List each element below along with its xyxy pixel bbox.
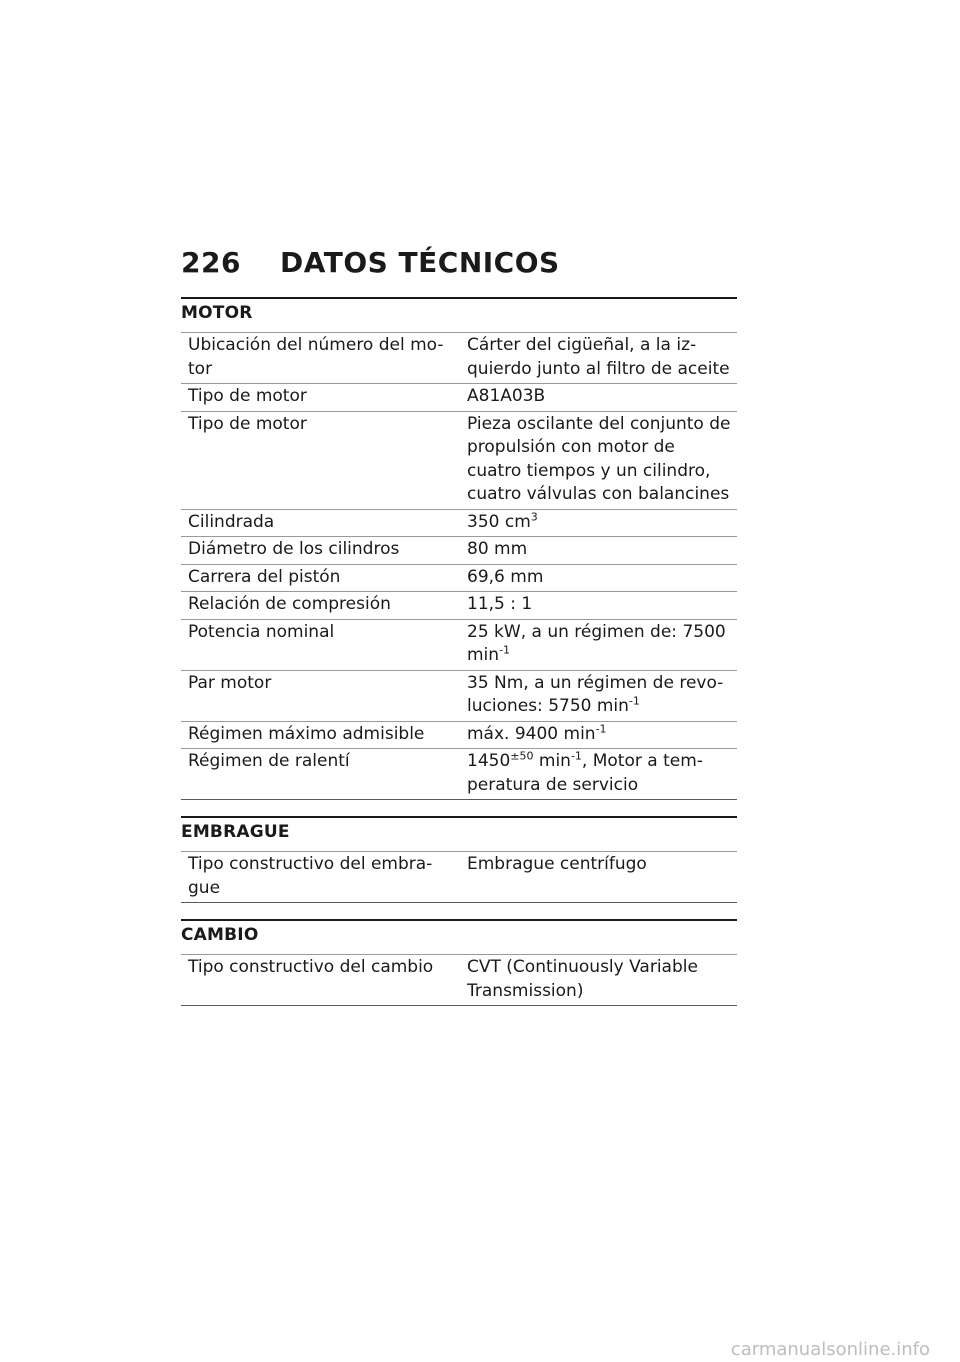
spec-label: Tipo constructivo del embra-gue xyxy=(188,854,433,898)
value-text: 25 kW, a un régimen de: 7500 min xyxy=(467,621,726,665)
section-motor xyxy=(181,297,737,800)
table-row xyxy=(181,592,737,620)
spec-label: Tipo constructivo del cambio xyxy=(188,957,434,977)
superscript: -1 xyxy=(628,694,640,708)
table-row xyxy=(181,670,737,721)
table-row xyxy=(181,955,737,1006)
table-row xyxy=(181,749,737,800)
superscript: -1 xyxy=(570,749,582,763)
spec-label: Par motor xyxy=(188,672,272,693)
spec-value: Embrague centrífugo xyxy=(467,854,647,874)
spec-value xyxy=(459,721,737,749)
page-header xyxy=(181,246,737,279)
superscript: -1 xyxy=(595,721,607,735)
section-title: EMBRAGUE xyxy=(181,816,737,851)
spec-value: A81A03B xyxy=(467,386,546,406)
spec-table-motor xyxy=(181,332,737,800)
page-title: DATOS TÉCNICOS xyxy=(280,246,560,279)
value-text: , Motor a tem-peratura de servicio xyxy=(467,751,703,795)
spec-label: Régimen de ralentí xyxy=(188,751,350,771)
spec-label: Potencia nominal xyxy=(188,621,335,642)
section-title: MOTOR xyxy=(181,297,737,332)
spec-value: 11,5 : 1 xyxy=(467,594,533,614)
section-embrague xyxy=(181,816,737,903)
table-row xyxy=(181,619,737,670)
spec-table-cambio xyxy=(181,954,737,1006)
value-text: máx. 9400 min xyxy=(467,723,596,744)
spec-value xyxy=(459,619,737,670)
spec-label: Relación de compresión xyxy=(188,594,391,614)
spec-label: Cilindrada xyxy=(188,511,275,532)
spec-value xyxy=(459,509,737,537)
table-row xyxy=(181,721,737,749)
value-text: min xyxy=(533,751,571,771)
table-row xyxy=(181,564,737,592)
spec-value: CVT (Continuously Variable Transmission) xyxy=(467,957,698,1001)
spec-value: 69,6 mm xyxy=(467,566,544,587)
section-title: CAMBIO xyxy=(181,919,737,954)
spec-label: Carrera del pistón xyxy=(188,566,341,587)
page-number: 226 xyxy=(181,246,241,279)
spec-label: Tipo de motor xyxy=(188,386,307,406)
table-row xyxy=(181,333,737,384)
spec-value: 80 mm xyxy=(467,539,528,559)
spec-value: Cárter del cigüeñal, a la iz-quierdo junto al filtro de aceite xyxy=(467,335,730,379)
table-row xyxy=(181,537,737,565)
superscript: -1 xyxy=(499,643,511,657)
table-row xyxy=(181,384,737,412)
table-row xyxy=(181,509,737,537)
spec-value: Pieza oscilante del conjunto de propulsión con motor de cuatro tiempos y un cilindro, cuatro válvulas con balancines xyxy=(467,413,731,504)
superscript: 3 xyxy=(530,509,538,523)
spec-table-embrague xyxy=(181,851,737,903)
superscript: ±50 xyxy=(510,749,534,763)
spec-label: Régimen máximo admisible xyxy=(188,723,425,744)
spec-value xyxy=(459,670,737,721)
value-text: 350 cm xyxy=(467,511,531,532)
value-text: 1450 xyxy=(467,751,511,771)
section-cambio xyxy=(181,919,737,1006)
table-row xyxy=(181,852,737,903)
spec-label: Diámetro de los cilindros xyxy=(188,539,400,559)
value-text: 35 Nm, a un régimen de revo-luciones: 5750 min xyxy=(467,672,724,716)
watermark: carmanualsonline.info xyxy=(730,1339,930,1360)
spec-label: Tipo de motor xyxy=(188,413,307,434)
spec-label: Ubicación del número del mo-tor xyxy=(188,335,444,379)
spec-value xyxy=(459,749,737,800)
manual-page xyxy=(181,246,737,1022)
table-row xyxy=(181,411,737,509)
